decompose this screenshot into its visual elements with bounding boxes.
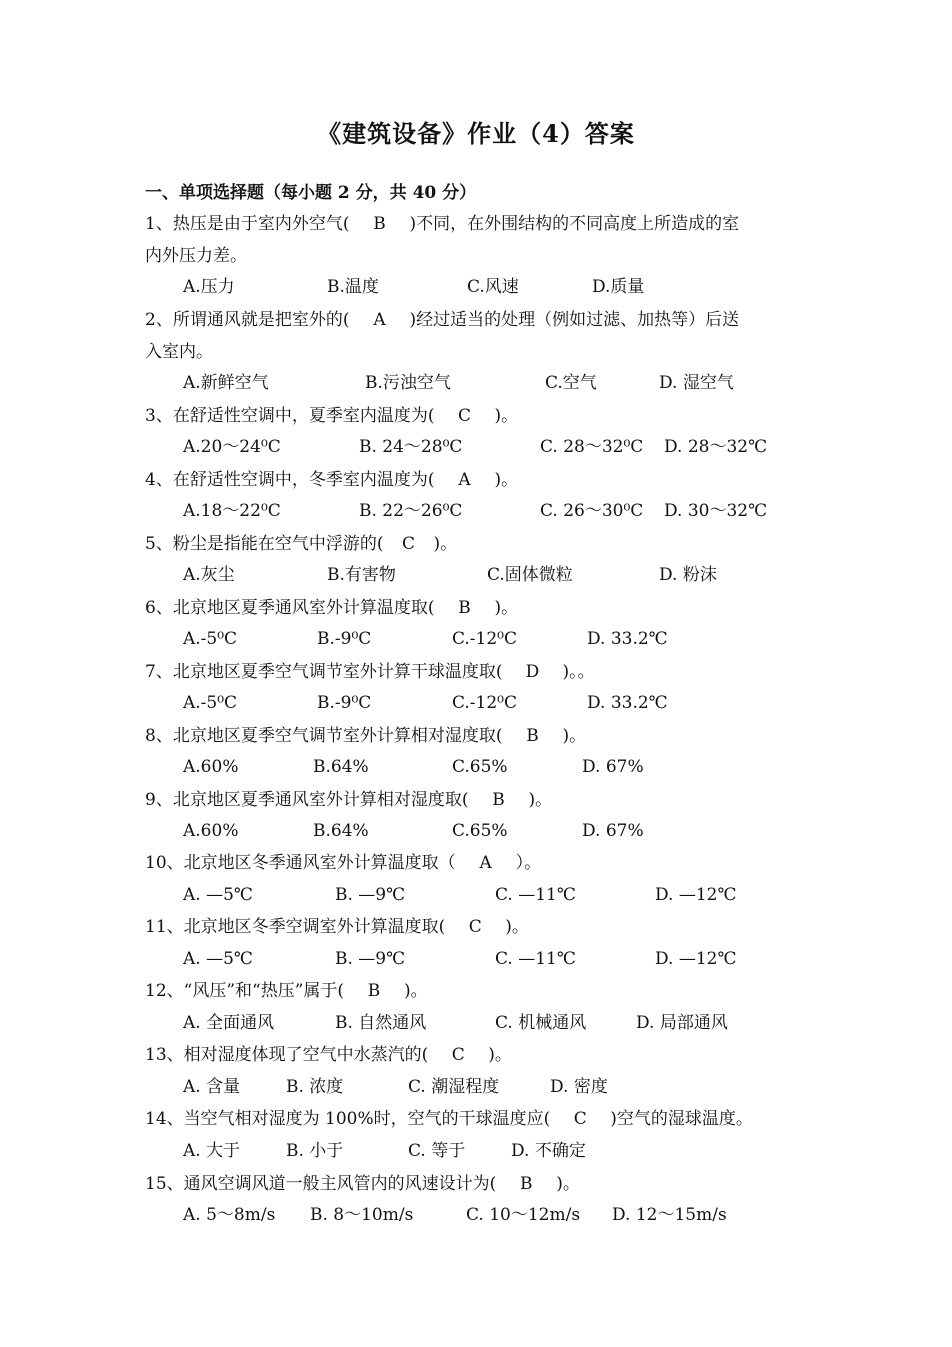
question-text-tail: )。 <box>505 917 529 937</box>
option-d: D. —12℃ <box>655 885 737 905</box>
question-text-tail: ）。 <box>515 853 542 873</box>
question-text-tail: )。 <box>494 470 519 490</box>
option-d: D. 粉沫 <box>659 565 717 585</box>
question-5-line-1 <box>145 532 457 556</box>
question-text-tail: )。 <box>494 598 519 618</box>
option-c: C. —11℃ <box>495 885 576 905</box>
option-c: C.65% <box>452 757 508 777</box>
question-text: 9、北京地区夏季通风室外计算相对湿度取( <box>145 790 469 810</box>
question-8-line-1 <box>145 724 586 748</box>
option-a: A.20～24⁰C <box>183 437 281 457</box>
option-c: C. 等于 <box>408 1141 466 1161</box>
option-b: B. 22～26⁰C <box>359 501 463 521</box>
option-c: C.风速 <box>467 277 519 297</box>
option-d: D. 33.2℃ <box>587 629 668 649</box>
option-d: D. 不确定 <box>511 1141 586 1161</box>
answer-letter: B <box>520 1174 533 1194</box>
option-c: C. 28～32⁰C <box>540 437 644 457</box>
option-d: D. 67% <box>582 757 644 777</box>
option-a: A.灰尘 <box>183 565 235 585</box>
question-text: 内外压力差。 <box>145 246 247 266</box>
question-text: 入室内。 <box>145 342 213 362</box>
option-b: B.温度 <box>327 277 379 297</box>
option-b: B. 小于 <box>286 1141 344 1161</box>
question-text: 15、通风空调风道一般主风管内的风速设计为( <box>145 1174 497 1194</box>
question-text-tail: )。 <box>562 726 587 746</box>
option-d: D.质量 <box>592 277 645 297</box>
question-11-line-1 <box>145 915 529 939</box>
question-10-line-1 <box>145 851 541 875</box>
option-b: B.-9⁰C <box>317 693 372 713</box>
option-c: C.空气 <box>545 373 597 393</box>
option-b: B. —9℃ <box>335 885 406 905</box>
question-text: 13、相对湿度体现了空气中水蒸汽的( <box>145 1045 429 1065</box>
question-text-tail: )。 <box>404 981 428 1001</box>
option-a: A. 大于 <box>183 1141 241 1161</box>
option-a: A.60% <box>183 757 239 777</box>
option-c: C. 机械通风 <box>495 1013 587 1033</box>
option-c: C.65% <box>452 821 508 841</box>
question-text: 11、北京地区冬季空调室外计算温度取( <box>145 917 446 937</box>
question-3-line-1 <box>145 404 518 428</box>
question-text: 6、北京地区夏季通风室外计算温度取( <box>145 598 435 618</box>
option-a: A. 含量 <box>183 1077 241 1097</box>
question-14-line-1 <box>145 1107 753 1131</box>
question-6-line-1 <box>145 596 518 620</box>
option-a: A.-5⁰C <box>183 629 238 649</box>
option-b: B.污浊空气 <box>365 373 451 393</box>
question-2-line-1 <box>145 308 739 332</box>
answer-letter: A <box>479 853 492 873</box>
answer-letter: C <box>401 534 415 554</box>
question-text: 1、热压是由于室内外空气( <box>145 214 350 234</box>
option-b: B. 24～28⁰C <box>359 437 463 457</box>
option-a: A. 5～8m/s <box>183 1205 276 1225</box>
answer-letter: C <box>468 917 482 937</box>
option-d: D. 密度 <box>550 1077 608 1097</box>
question-4-line-1 <box>145 468 518 492</box>
question-15-line-1 <box>145 1172 580 1196</box>
question-text-tail: )。 <box>528 790 553 810</box>
question-12-line-1 <box>145 979 428 1003</box>
answer-letter: C <box>573 1109 587 1129</box>
option-c: C.-12⁰C <box>452 629 518 649</box>
section-heading: 一、单项选择题（每小题 2 分，共 40 分） <box>145 183 477 203</box>
option-b: B. —9℃ <box>335 949 406 969</box>
question-text: 4、在舒适性空调中，冬季室内温度为( <box>145 470 435 490</box>
question-text-tail: )经过适当的处理（例如过滤、加热等）后送 <box>409 310 740 330</box>
question-7-line-1 <box>145 660 595 684</box>
answer-letter: B <box>367 981 381 1001</box>
question-1-line-2 <box>145 244 247 268</box>
answer-letter: B <box>373 214 386 234</box>
option-b: B. 自然通风 <box>335 1013 427 1033</box>
option-b: B.-9⁰C <box>317 629 372 649</box>
option-d: D. 67% <box>582 821 644 841</box>
question-text-tail: )。 <box>494 406 519 426</box>
option-c: C.固体微粒 <box>487 565 573 585</box>
option-a: A. —5℃ <box>183 885 253 905</box>
question-2-line-2 <box>145 340 213 364</box>
question-text: 10、北京地区冬季通风室外计算温度取（ <box>145 853 456 873</box>
option-d: D. 湿空气 <box>659 373 734 393</box>
question-text: 8、北京地区夏季空气调节室外计算相对湿度取( <box>145 726 503 746</box>
option-b: B.有害物 <box>327 565 396 585</box>
answer-letter: C <box>451 1045 465 1065</box>
option-a: A.新鲜空气 <box>183 373 269 393</box>
option-b: B. 8～10m/s <box>310 1205 414 1225</box>
option-a: A.压力 <box>183 277 235 297</box>
question-13-line-1 <box>145 1043 512 1067</box>
question-1-line-1 <box>145 212 739 236</box>
option-b: B.64% <box>313 821 369 841</box>
option-d: D. —12℃ <box>655 949 737 969</box>
question-text: 14、当空气相对湿度为 100%时，空气的干球温度应( <box>145 1109 551 1129</box>
option-a: A. —5℃ <box>183 949 253 969</box>
question-text: 3、在舒适性空调中，夏季室内温度为( <box>145 406 435 426</box>
option-d: D. 30～32℃ <box>664 501 768 521</box>
option-c: C. 26～30⁰C <box>540 501 644 521</box>
option-c: C. 10～12m/s <box>466 1205 581 1225</box>
question-text-tail: )。 <box>556 1174 580 1194</box>
option-d: D. 12～15m/s <box>612 1205 727 1225</box>
option-a: A.18～22⁰C <box>183 501 281 521</box>
question-text: 5、粉尘是指能在空气中浮游的( <box>145 534 384 554</box>
answer-letter: C <box>457 406 471 426</box>
question-text-tail: )。 <box>488 1045 512 1065</box>
answer-letter: A <box>373 310 386 330</box>
question-text: 7、北京地区夏季空气调节室外计算干球温度取( <box>145 662 503 682</box>
option-d: D. 28～32℃ <box>664 437 768 457</box>
document-title: 《建筑设备》作业（4）答案 <box>317 119 635 148</box>
question-9-line-1 <box>145 788 552 812</box>
answer-letter: B <box>526 726 539 746</box>
option-c: C. 潮湿程度 <box>408 1077 500 1097</box>
option-a: A. 全面通风 <box>183 1013 275 1033</box>
question-text: 2、所谓通风就是把室外的( <box>145 310 350 330</box>
option-c: C. —11℃ <box>495 949 576 969</box>
answer-letter: D <box>525 662 540 682</box>
option-b: B.64% <box>313 757 369 777</box>
question-text: 12、“风压”和“热压”属于( <box>145 981 345 1001</box>
answer-letter: B <box>492 790 505 810</box>
option-c: C.-12⁰C <box>452 693 518 713</box>
question-text-tail: )不同，在外围结构的不同高度上所造成的室 <box>409 214 740 234</box>
answer-letter: A <box>458 470 471 490</box>
question-text-tail: )。 <box>433 534 458 554</box>
question-text-tail: )。。 <box>562 662 595 682</box>
option-a: A.60% <box>183 821 239 841</box>
option-b: B. 浓度 <box>286 1077 344 1097</box>
answer-letter: B <box>458 598 471 618</box>
option-d: D. 局部通风 <box>636 1013 728 1033</box>
question-text-tail: )空气的湿球温度。 <box>610 1109 753 1129</box>
option-d: D. 33.2℃ <box>587 693 668 713</box>
option-a: A.-5⁰C <box>183 693 238 713</box>
